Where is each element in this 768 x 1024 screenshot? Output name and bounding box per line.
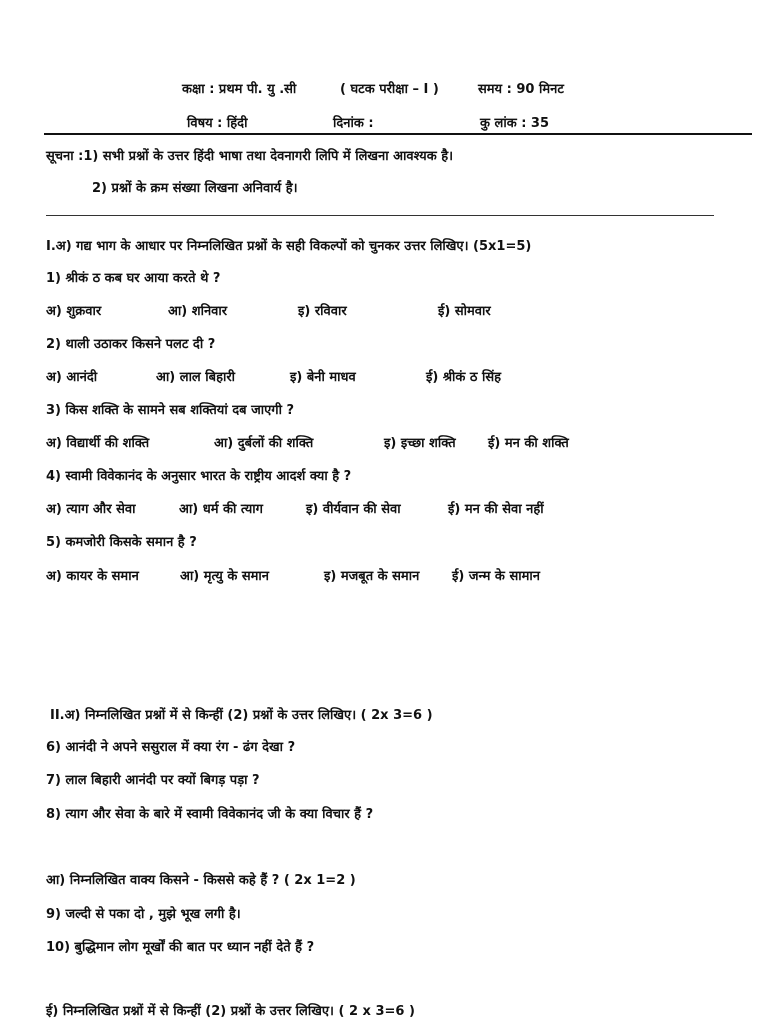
option-i: इ) बेनी माधव [290, 370, 356, 385]
option-ii: ई) जन्म के सामान [452, 569, 540, 584]
option-i: इ) रविवार [298, 304, 347, 319]
question-8: 8) त्याग और सेवा के बारे में स्वामी विवेकानंद जी के क्या विचार हैं ? [46, 807, 374, 822]
option-aa: आ) धर्म की त्याग [179, 502, 263, 517]
header-divider [44, 133, 752, 135]
option-ii: ई) सोमवार [438, 304, 491, 319]
class-label: कक्षा : प्रथम पी. यु .सी [182, 82, 297, 97]
question-6: 6) आनंदी ने अपने ससुराल में क्या रंग - ढंग देखा ? [46, 740, 296, 755]
instruction-1: सूचना :1) सभी प्रश्नों के उत्तर हिंदी भाषा तथा देवनागरी लिपि में लिखना आवश्यक है। [46, 149, 454, 164]
section2-heading: II.अ) निम्नलिखित प्रश्नों में से किन्हीं (2) प्रश्नों के उत्तर लिखिए। ( 2x 3=6 ) [50, 708, 433, 723]
option-i: इ) मजबूत के समान [324, 569, 420, 584]
subject-label: विषय : हिंदी [187, 116, 248, 131]
time-label: समय : 90 मिनट [478, 82, 564, 97]
section1-heading: I.अ) गद्य भाग के आधार पर निम्नलिखित प्रश्नों के सही विकल्पों को चुनकर उत्तर लिखिए। (5x1=5) [46, 239, 532, 254]
option-ii: ई) मन की सेवा नहीं [448, 502, 544, 517]
section2-sub-heading: आ) निम्नलिखित वाक्य किसने - किससे कहे हैं ? ( 2x 1=2 ) [46, 873, 356, 888]
question-3: 3) किस शक्ति के सामने सब शक्तियां दब जाएगी ? [46, 403, 295, 418]
option-aa: आ) शनिवार [168, 304, 228, 319]
question-2: 2) थाली उठाकर किसने पलट दी ? [46, 337, 216, 352]
option-a: अ) विद्यार्थी की शक्ति [46, 436, 150, 451]
exam-label: ( घटक परीक्षा – I ) [340, 82, 439, 97]
option-i: इ) इच्छा शक्ति [384, 436, 456, 451]
instruction-2: 2) प्रश्नों के क्रम संख्या लिखना अनिवार्य है। [92, 181, 298, 196]
question-4: 4) स्वामी विवेकानंद के अनुसार भारत के राष्ट्रीय आदर्श क्या है ? [46, 469, 352, 484]
option-aa: आ) लाल बिहारी [156, 370, 236, 385]
section2-last-heading: ई) निम्नलिखित प्रश्नों में से किन्हीं (2) प्रश्नों के उत्तर लिखिए। ( 2 x 3=6 ) [46, 1004, 415, 1019]
question-10: 10) बुद्धिमान लोग मूर्खों की बात पर ध्यान नहीं देते हैं ? [46, 940, 315, 955]
question-1: 1) श्रीकं ठ कब घर आया करते थे ? [46, 271, 221, 286]
total-marks-label: कु लांक : 35 [480, 116, 550, 131]
question-9: 9) जल्दी से पका दो , मुझे भूख लगी है। [46, 907, 241, 922]
option-a: अ) आनंदी [46, 370, 98, 385]
question-5: 5) कमजोरी किसके समान है ? [46, 535, 197, 550]
option-a: अ) कायर के समान [46, 569, 139, 584]
option-ii: ई) मन की शक्ति [488, 436, 569, 451]
option-aa: आ) मृत्यु के समान [180, 569, 270, 584]
option-ii: ई) श्रीकं ठ सिंह [426, 370, 502, 385]
option-aa: आ) दुर्बलों की शक्ति [214, 436, 314, 451]
instructions-divider [46, 215, 714, 216]
question-7: 7) लाल बिहारी आनंदी पर क्यों बिगड़ पड़ा ? [46, 773, 260, 788]
option-a: अ) शुक्रवार [46, 304, 102, 319]
date-label: दिनांक : [333, 116, 374, 131]
option-i: इ) वीर्यवान की सेवा [306, 502, 401, 517]
option-a: अ) त्याग और सेवा [46, 502, 136, 517]
